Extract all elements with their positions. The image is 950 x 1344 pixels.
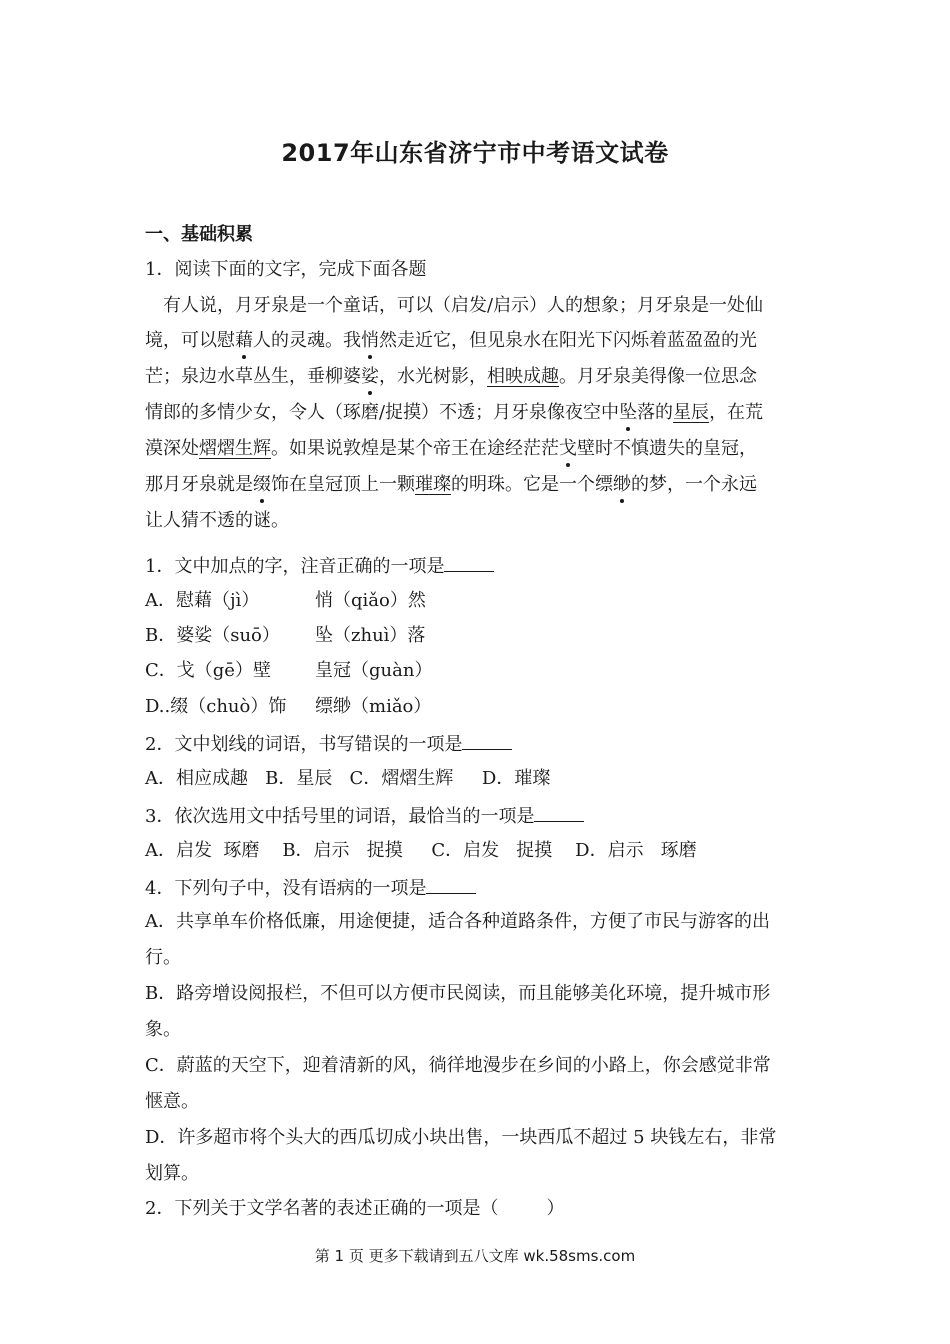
option-b: B．婆娑（suō） <box>145 625 280 646</box>
underlined-word: 熠熠生辉 <box>199 438 271 459</box>
dotted-char: 娑 <box>361 366 379 387</box>
passage-line: 让人猜不透的谜。 <box>145 510 289 531</box>
option-c-extra: 皇冠（guàn） <box>315 660 433 681</box>
option-c: C．蔚蓝的天空下，迎着清新的风，徜徉地漫步在乡间的小路上，你会感觉非常 <box>145 1055 771 1076</box>
option-b-extra: 坠（zhuì）落 <box>315 625 426 646</box>
option-row <box>145 695 545 719</box>
answer-blank <box>444 553 494 572</box>
option-d-extra: 缥缈（miǎo） <box>315 696 432 717</box>
option-d: D．许多超市将个头大的西瓜切成小块出售，一块西瓜不超过 5 块钱左右，非常 <box>145 1127 777 1148</box>
answer-blank <box>426 875 476 894</box>
page-footer: 第 1 页 更多下载请到五八文库 wk.58sms.com <box>314 1247 636 1265</box>
option-a: A．共享单车价格低廉，用途便捷，适合各种道路条件，方便了市民与游客的出 <box>145 911 770 932</box>
answer-blank <box>462 731 512 750</box>
passage-line: 情郎的多情少女，令人（琢磨/捉摸）不透；月牙泉像夜空中坠落的星辰，在荒 <box>145 402 764 423</box>
answer-blank <box>534 803 584 822</box>
section-heading: 一、基础积累 <box>145 224 253 245</box>
underlined-word: 星辰 <box>673 402 710 423</box>
passage-line: 那月牙泉就是缀饰在皇冠顶上一颗璀璨的明珠。它是一个缥缈的梦，一个永远 <box>145 474 757 495</box>
subquestion-3-stem: 3．依次选用文中括号里的词语，最恰当的一项是 <box>145 803 584 829</box>
option-b-cont: 象。 <box>145 1019 181 1040</box>
option-c-cont: 惬意。 <box>145 1091 199 1112</box>
option-a: A．慰藉（jì） <box>145 590 260 611</box>
option-a-cont: 行。 <box>145 947 181 968</box>
subquestion-2-stem: 2．文中划线的词语，书写错误的一项是 <box>145 731 512 757</box>
dotted-char: 藉 <box>235 330 253 351</box>
option-c: C．戈（gē）壁 <box>145 660 271 681</box>
option-row <box>145 659 545 683</box>
dotted-char: 悄 <box>361 330 379 351</box>
dotted-char: 缀 <box>253 474 271 495</box>
dotted-char: 坠 <box>619 402 638 423</box>
option-row <box>145 624 545 648</box>
subquestion-2-options: A．相应成趣 B．星辰 C．熠熠生辉 D．璀璨 <box>145 768 551 789</box>
option-row <box>145 589 545 613</box>
passage-line: 境，可以慰藉人的灵魂。我悄然走近它，但见泉水在阳光下闪烁着蓝盈盈的光 <box>145 330 757 351</box>
passage-line: 漠深处熠熠生辉。如果说敦煌是某个帝王在途经茫茫戈壁时不慎遗失的皇冠， <box>145 438 757 459</box>
question-1-heading: 1．阅读下面的文字，完成下面各题 <box>145 259 427 280</box>
option-d-cont: 划算。 <box>145 1163 199 1184</box>
passage-line: 有人说，月牙泉是一个童话，可以（启发/启示）人的想象；月牙泉是一处仙 <box>163 295 764 316</box>
option-d: D..缀（chuò）饰 <box>145 696 287 717</box>
underlined-word: 璀璨 <box>415 474 451 495</box>
option-b: B．路旁增设阅报栏，不但可以方便市民阅读，而且能够美化环境，提升城市形 <box>145 983 771 1004</box>
question-2-stem: 2．下列关于文学名著的表述正确的一项是（ ） <box>145 1198 565 1219</box>
subquestion-1-stem: 1．文中加点的字，注音正确的一项是 <box>145 553 494 579</box>
dotted-char: 戈 <box>559 438 577 459</box>
passage-line: 芒；泉边水草丛生，垂柳婆娑，水光树影，相映成趣。月牙泉美得像一位思念 <box>145 366 757 387</box>
underlined-word: 相映成趣 <box>487 366 559 387</box>
subquestion-3-options: A．启发 琢磨 B．启示 捉摸 C．启发 捉摸 D．启示 琢磨 <box>145 840 697 861</box>
dotted-char: 缈 <box>613 474 631 495</box>
option-a-extra: 悄（qiǎo）然 <box>315 590 426 611</box>
subquestion-4-stem: 4．下列句子中，没有语病的一项是 <box>145 875 476 901</box>
page-title: 2017年山东省济宁市中考语文试卷 <box>281 139 669 167</box>
